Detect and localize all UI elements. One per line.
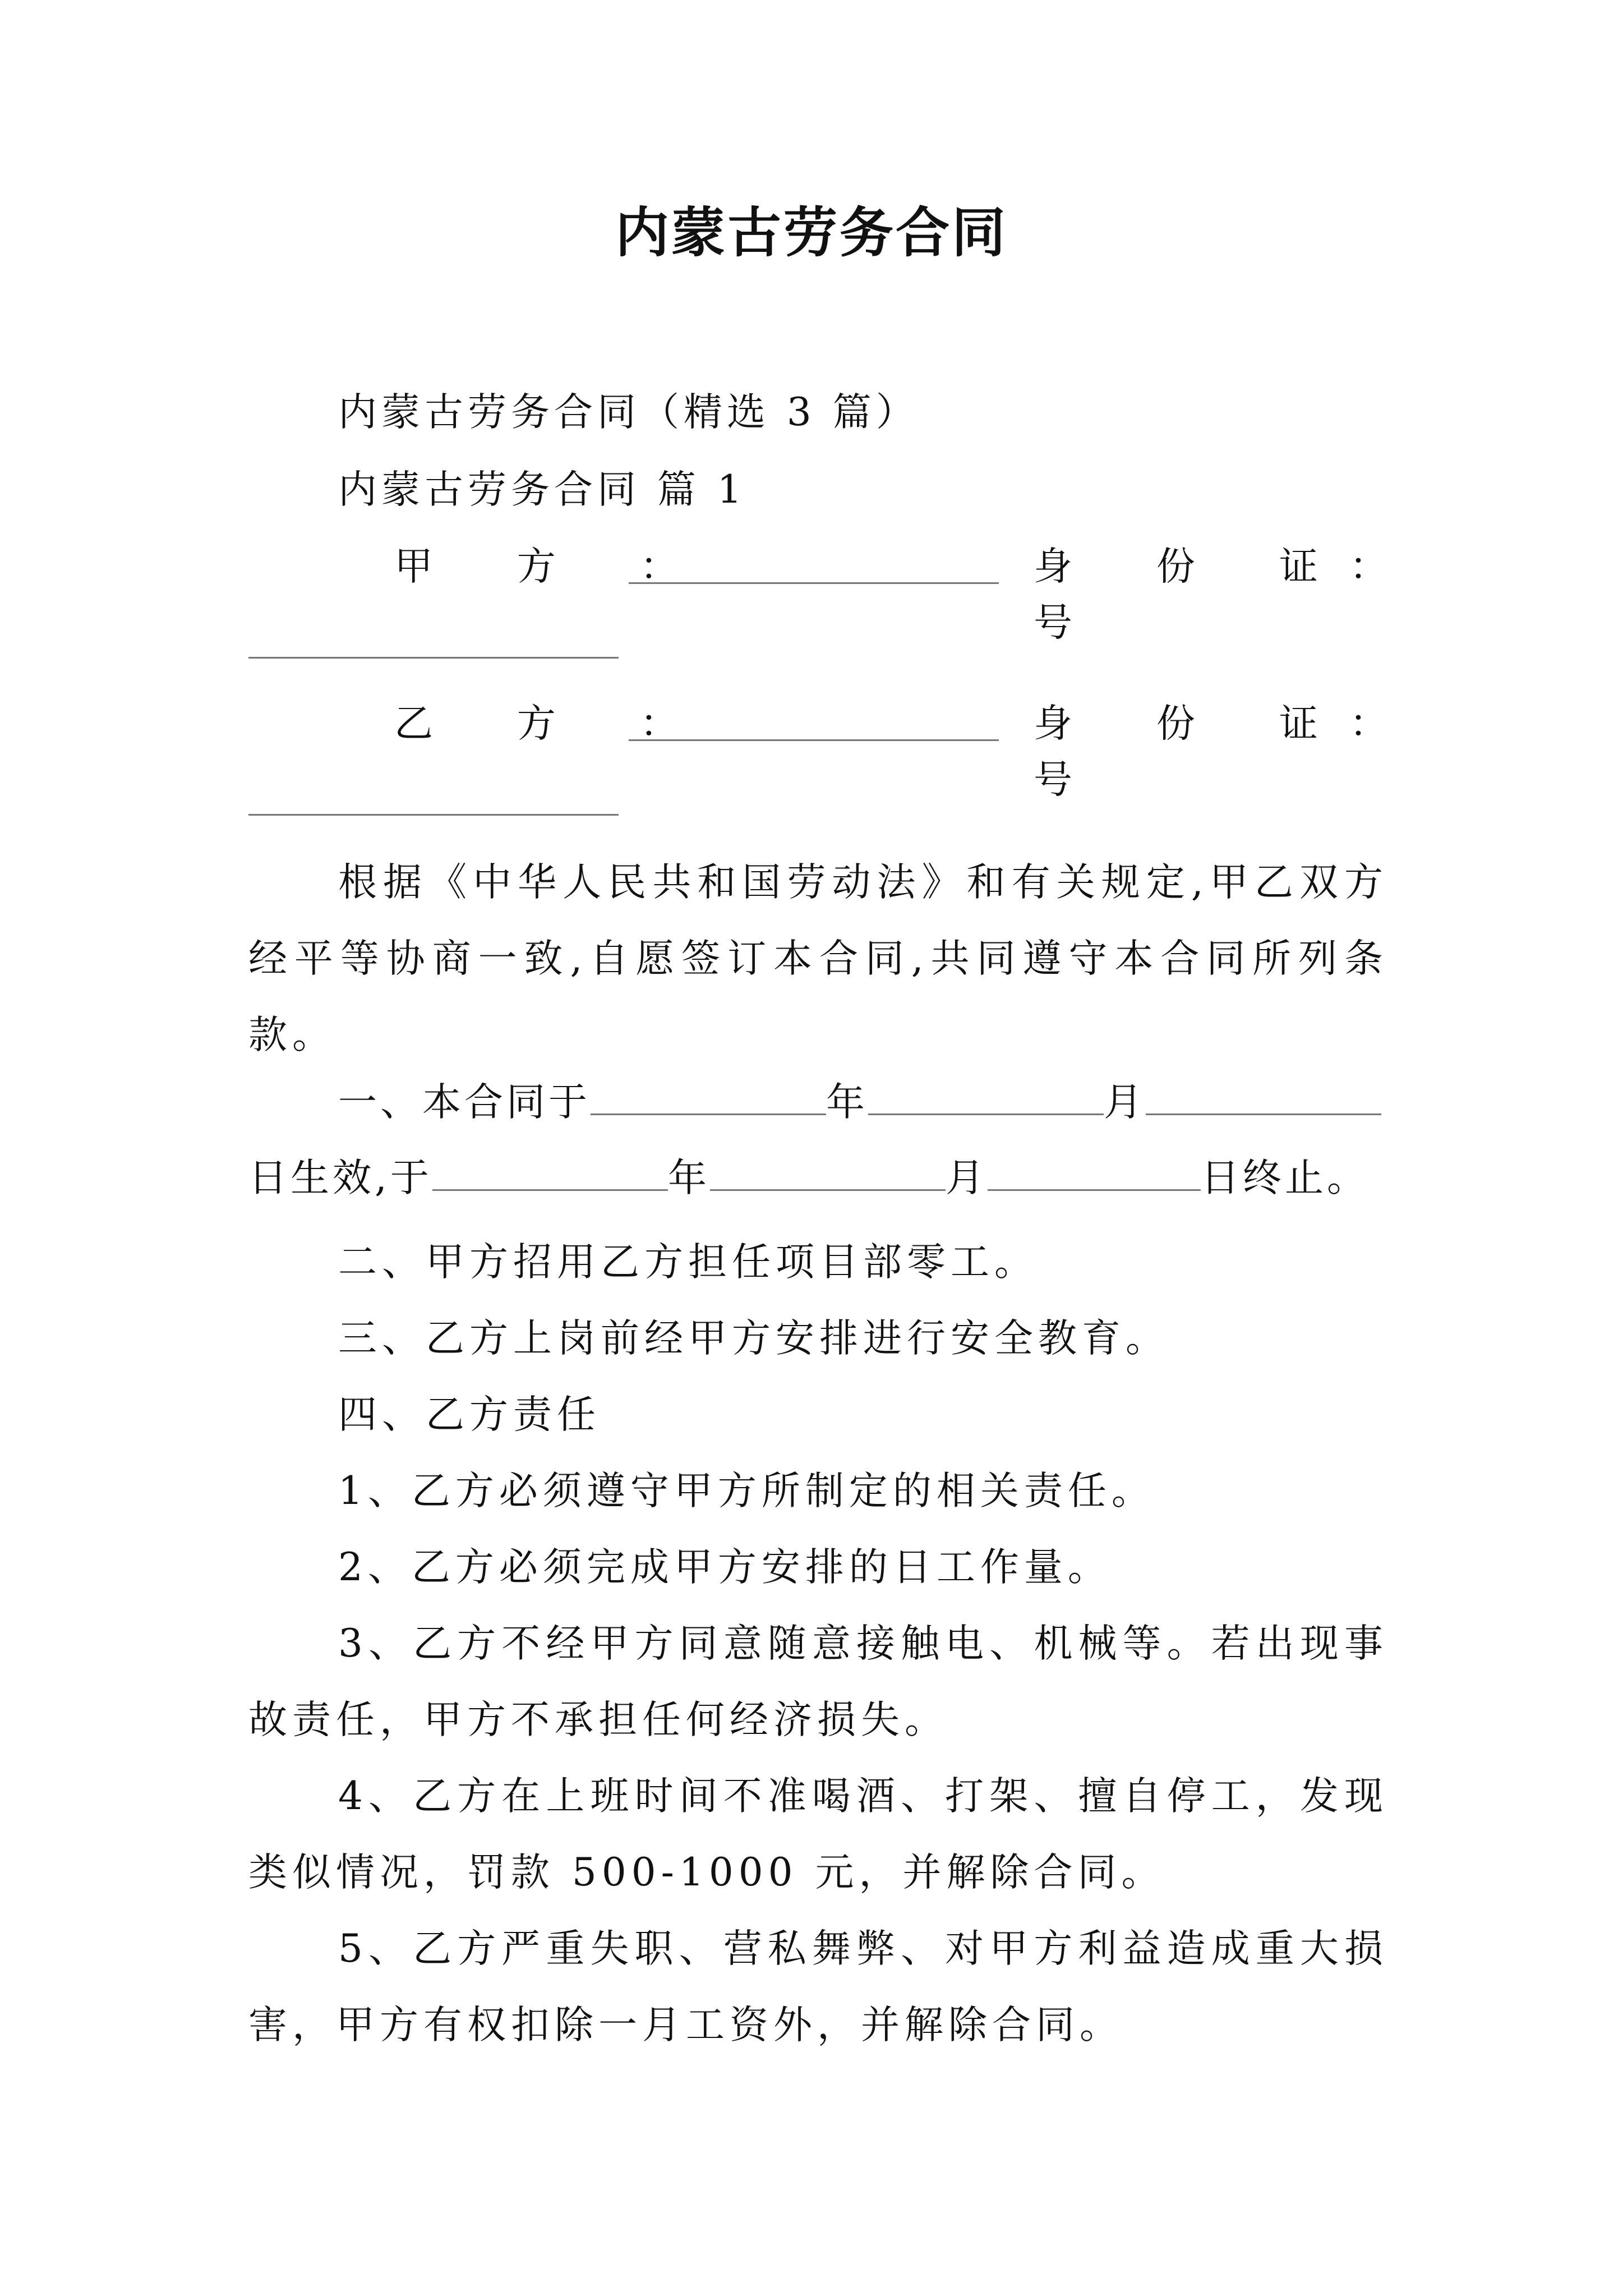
intro-paragraph: 根据《中华人民共和国劳动法》和有关规定,甲乙双方经平等协商一致,自愿签订本合同,共同遵守本合同所列条款。 [248, 860, 1388, 1057]
start-year-blank [591, 1074, 826, 1115]
clause-1-line-2 [248, 1150, 1388, 1206]
end-day-blank [988, 1150, 1201, 1191]
clause-2: 二、甲方招用乙方担任项目部零工。 [338, 1240, 1038, 1285]
party-a-row [248, 539, 1388, 645]
document-subtitle: 内蒙古劳务合同（精选 3 篇） [338, 390, 919, 435]
clause-1-year2-label: 年 [667, 1156, 710, 1200]
responsibility-item-1: 1、乙方必须遵守甲方所制定的相关责任。 [338, 1469, 1155, 1513]
party-b-id-label: 身 份 证 号 [1034, 701, 1354, 802]
clause-1-end-label: 日终止。 [1200, 1156, 1369, 1200]
clause-1-line-1 [248, 1074, 1388, 1130]
document-title: 内蒙古劳务合同 [615, 201, 1008, 264]
party-a-id-colon: ： [1349, 544, 1388, 589]
party-a-id-blank [248, 654, 619, 659]
clause-1-prefix: 一、本合同于 [338, 1080, 591, 1125]
clause-1-year-label: 年 [826, 1080, 868, 1125]
start-day-blank [1146, 1074, 1381, 1115]
clause-1-effective-label: 日生效,于 [248, 1156, 432, 1200]
party-b-row [248, 696, 1388, 802]
responsibility-item-5: 5、乙方严重失职、营私舞弊、对甲方利益造成重大损害，甲方有权扣除一月工资外，并解除合同。 [248, 1926, 1388, 2047]
party-b-name-blank [629, 696, 999, 741]
end-year-blank [432, 1150, 668, 1191]
party-b-label: 乙 方 ： [394, 701, 714, 746]
party-a-id-label: 身 份 证 号 [1034, 544, 1354, 645]
party-b-id-colon: ： [1349, 701, 1388, 746]
clause-3: 三、乙方上岗前经甲方安排进行安全教育。 [338, 1316, 1169, 1361]
end-month-blank [710, 1150, 946, 1191]
section-heading: 内蒙古劳务合同 篇 1 [338, 467, 746, 512]
responsibility-item-2: 2、乙方必须完成甲方安排的日工作量。 [338, 1545, 1112, 1590]
party-a-name-blank [629, 539, 999, 584]
party-a-label: 甲 方 ： [394, 544, 714, 589]
responsibility-item-3: 3、乙方不经甲方同意随意接触电、机械等。若出现事故责任，甲方不承担任何经济损失。 [248, 1621, 1388, 1742]
clause-1-month-label: 月 [1104, 1080, 1146, 1125]
party-b-id-blank [248, 811, 619, 816]
responsibility-item-4: 4、乙方在上班时间不准喝酒、打架、擅自停工，发现类似情况，罚款 500-1000 元，并解除合同。 [248, 1774, 1388, 1895]
start-month-blank [868, 1074, 1104, 1115]
clause-1-month2-label: 月 [945, 1156, 988, 1200]
clause-4-heading: 四、乙方责任 [338, 1392, 601, 1437]
